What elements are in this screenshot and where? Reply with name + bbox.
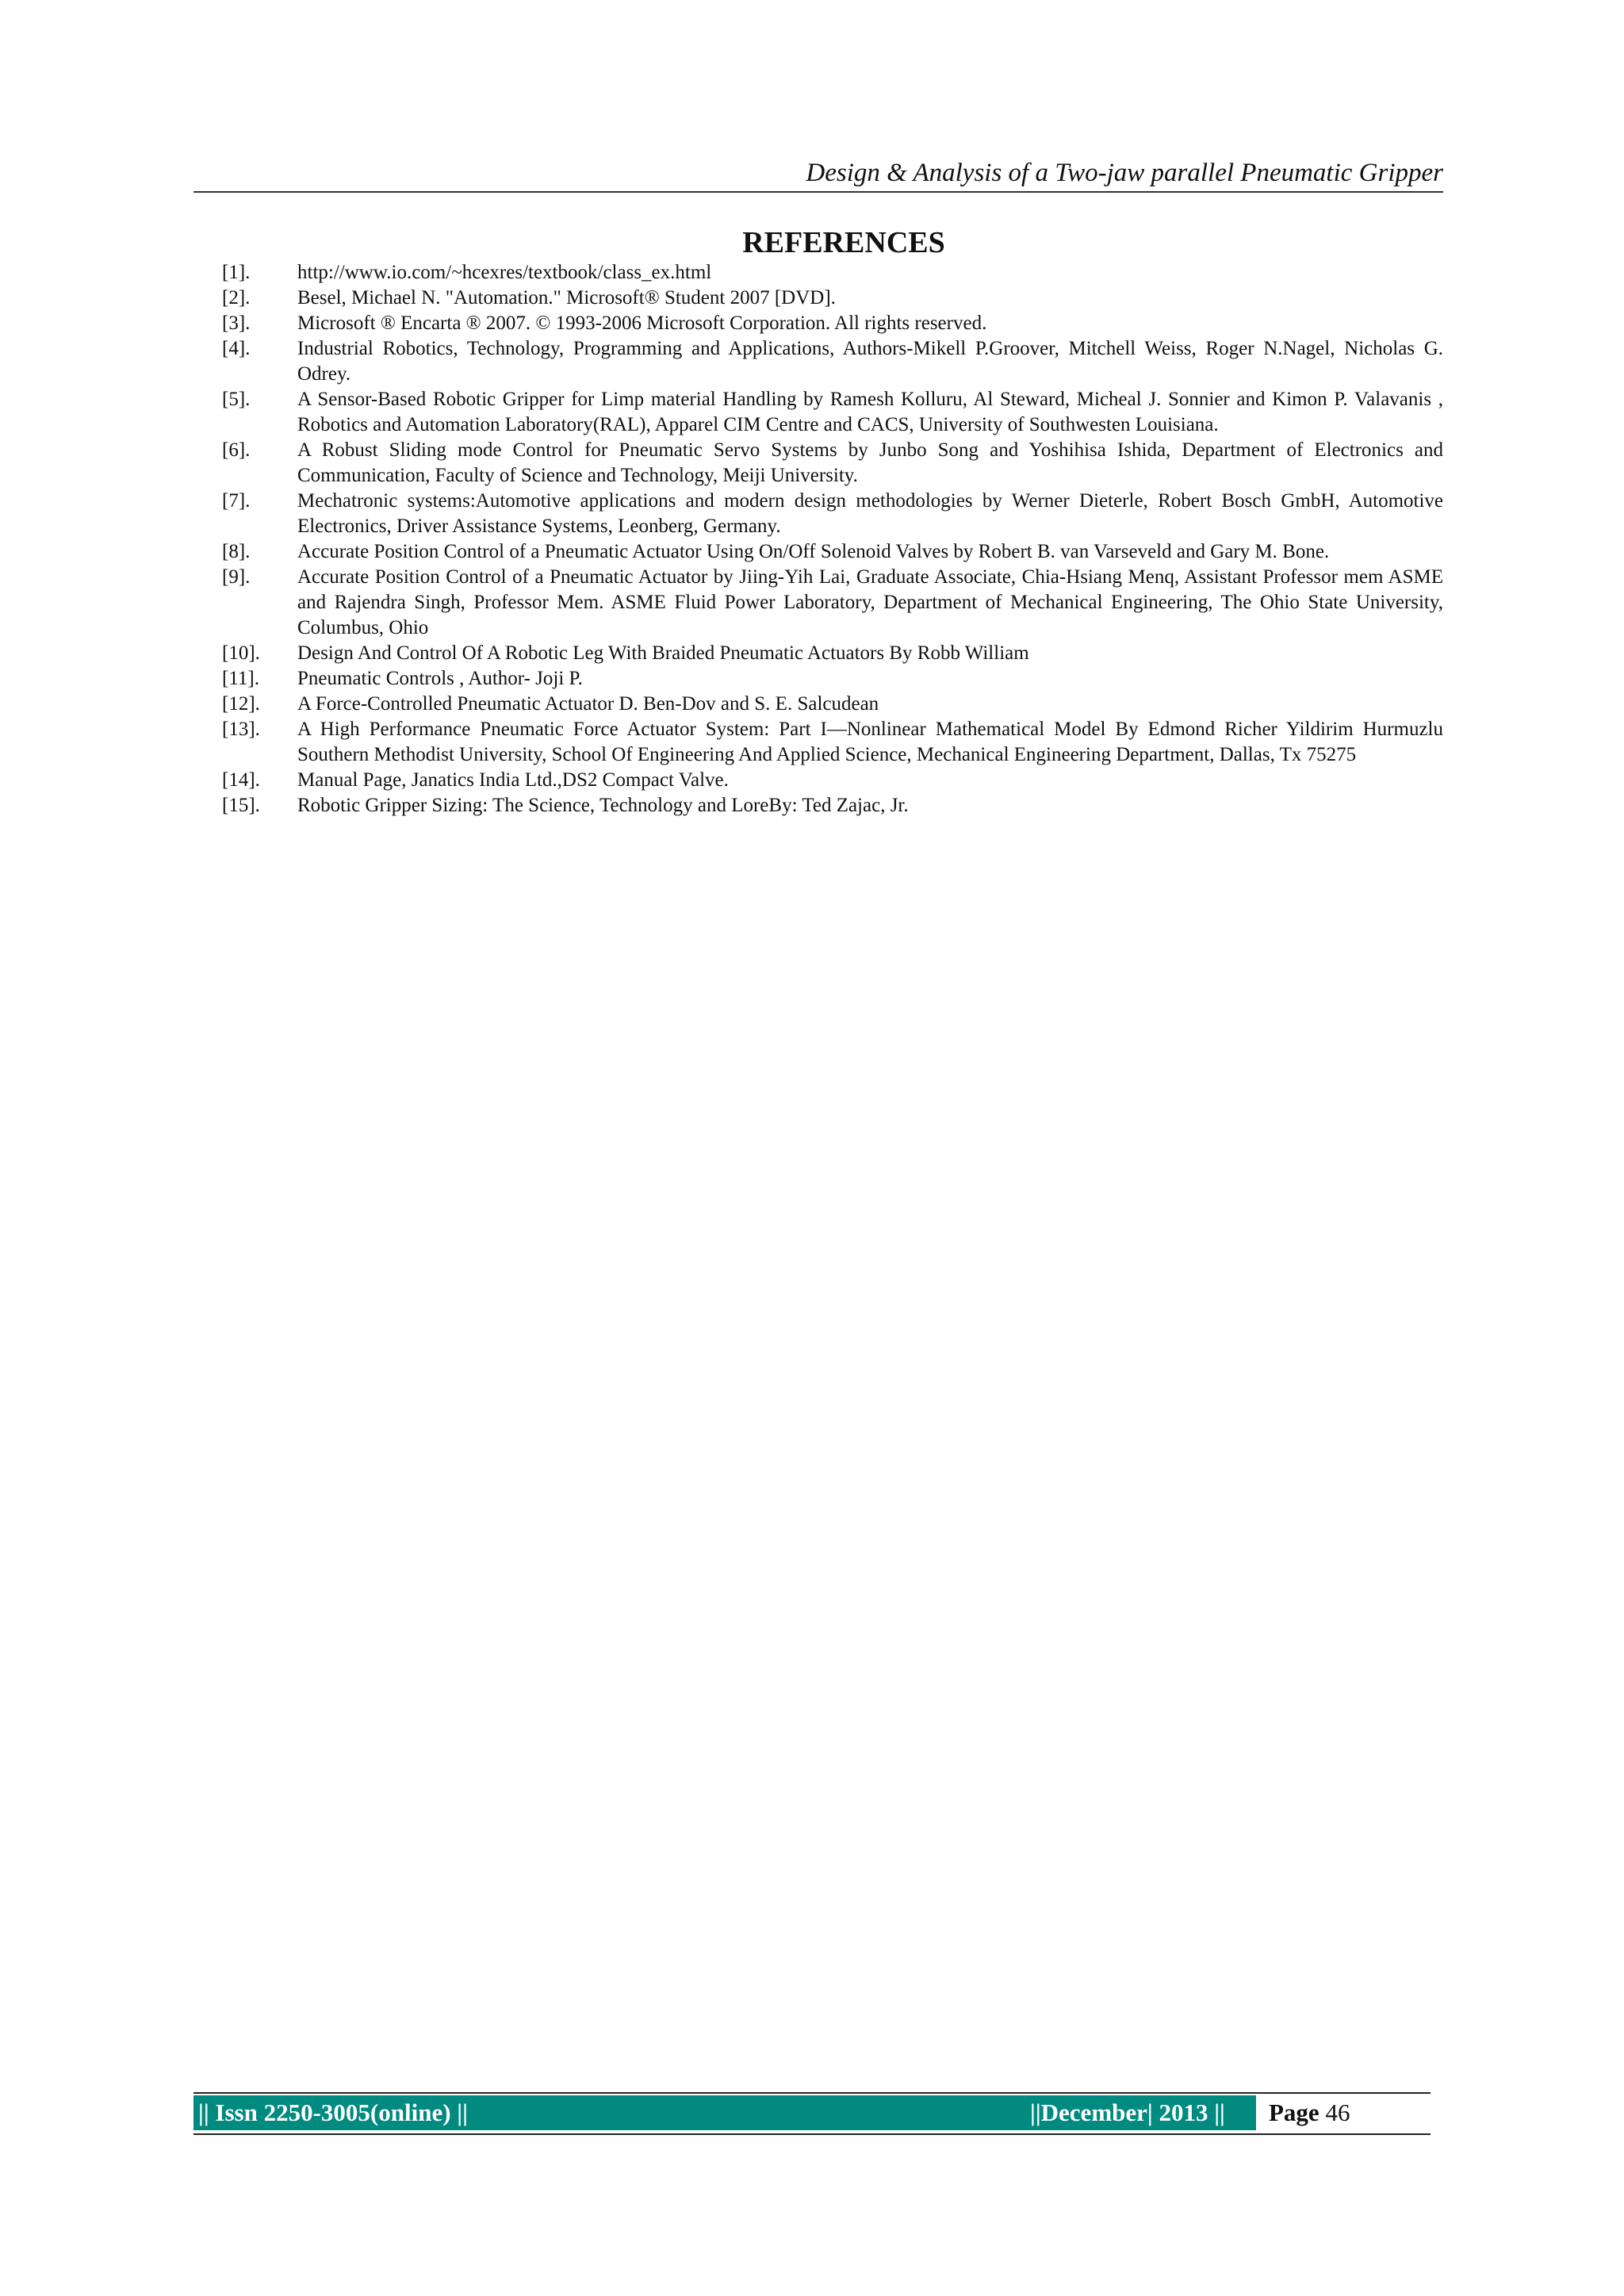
reference-text: Mechatronic systems:Automotive applications and modern design methodologies by Werner Dieterle, Robert Bosch GmbH, Automotive Electronics, Driver Assistance Systems, Leonberg, Germany. <box>297 490 1443 537</box>
reference-number: [13]. <box>222 719 260 740</box>
reference-text: Accurate Position Control of a Pneumatic Actuator by Jiing-Yih Lai, Graduate Associate, Chia-Hsiang Menq, Assistant Professor mem ASME and Rajendra Singh, Professor Mem. ASME Fluid Power Laboratory, Department of Mechanical Engineering, The Ohio State University, Columbus, Ohio <box>297 566 1443 638</box>
reference-item <box>222 387 1443 438</box>
reference-number: [8]. <box>222 541 251 562</box>
reference-item <box>222 489 1443 539</box>
reference-number: [5]. <box>222 389 251 410</box>
reference-text: Pneumatic Controls , Author- Joji P. <box>297 668 583 689</box>
reference-text: Besel, Michael N. "Automation." Microsoft® Student 2007 [DVD]. <box>297 287 836 309</box>
reference-text: A Sensor-Based Robotic Gripper for Limp material Handling by Ramesh Kolluru, Al Steward, Micheal J. Sonnier and Kimon P. Valavanis , Robotics and Automation Laboratory(RAL), Apparel CIM Centre and CACS, University of Southwesten Louisiana. <box>297 389 1443 435</box>
page-number: 46 <box>1325 2099 1350 2126</box>
reference-list <box>222 260 1443 818</box>
reference-number: [9]. <box>222 566 251 588</box>
reference-number: [1]. <box>222 262 251 283</box>
footer-divider-top <box>193 2092 1431 2094</box>
reference-text: Robotic Gripper Sizing: The Science, Technology and LoreBy: Ted Zajac, Jr. <box>297 795 909 816</box>
reference-item <box>222 641 1443 666</box>
reference-text: http://www.io.com/~hcexres/textbook/class_ex.html <box>297 262 712 283</box>
running-header-title: Design & Analysis of a Two-jaw parallel Pneumatic Gripper <box>806 159 1443 187</box>
reference-text: A High Performance Pneumatic Force Actuator System: Part I—Nonlinear Mathematical Model By Edmond Richer Yildirim Hurmuzlu Southern Methodist University, School Of Engineering And Applied Science, Mechanical Engineering Department, Dallas, Tx 75275 <box>297 719 1443 765</box>
reference-number: [6]. <box>222 439 251 461</box>
reference-item <box>222 793 1443 818</box>
reference-number: [4]. <box>222 338 251 359</box>
references-heading: REFERENCES <box>742 226 945 259</box>
reference-number: [14]. <box>222 769 260 791</box>
reference-number: [11]. <box>222 668 259 689</box>
reference-text: A Robust Sliding mode Control for Pneumatic Servo Systems by Junbo Song and Yoshihisa Ishida, Department of Electronics and Communication, Faculty of Science and Technology, Meiji University. <box>297 439 1443 486</box>
reference-item <box>222 260 1443 286</box>
page-footer <box>193 2095 1431 2130</box>
reference-item <box>222 311 1443 336</box>
reference-item <box>222 717 1443 768</box>
reference-text: Manual Page, Janatics India Ltd.,DS2 Compact Valve. <box>297 769 729 791</box>
reference-number: [12]. <box>222 693 260 715</box>
reference-text: Microsoft ® Encarta ® 2007. © 1993-2006 Microsoft Corporation. All rights reserved. <box>297 312 987 334</box>
footer-divider-bottom <box>193 2133 1431 2135</box>
reference-item <box>222 692 1443 717</box>
reference-item <box>222 539 1443 565</box>
reference-number: [10]. <box>222 642 260 664</box>
reference-item <box>222 768 1443 793</box>
header-divider <box>193 191 1443 193</box>
footer-issn: || Issn 2250-3005(online) || <box>193 2095 828 2130</box>
footer-page <box>1256 2095 1431 2130</box>
reference-item <box>222 565 1443 641</box>
reference-item <box>222 438 1443 489</box>
reference-number: [3]. <box>222 312 251 334</box>
reference-text: Accurate Position Control of a Pneumatic Actuator Using On/Off Solenoid Valves by Robert B. van Varseveld and Gary M. Bone. <box>297 541 1330 562</box>
reference-number: [7]. <box>222 490 251 512</box>
reference-item <box>222 666 1443 692</box>
footer-date: ||December| 2013 || <box>828 2095 1256 2130</box>
reference-item <box>222 336 1443 387</box>
reference-text: Design And Control Of A Robotic Leg With Braided Pneumatic Actuators By Robb William <box>297 642 1029 664</box>
reference-text: A Force-Controlled Pneumatic Actuator D. Ben-Dov and S. E. Salcudean <box>297 693 879 715</box>
page-label: Page <box>1269 2099 1320 2126</box>
reference-number: [2]. <box>222 287 251 309</box>
reference-item <box>222 286 1443 311</box>
reference-number: [15]. <box>222 795 260 816</box>
reference-text: Industrial Robotics, Technology, Programming and Applications, Authors-Mikell P.Groover, Mitchell Weiss, Roger N.Nagel, Nicholas G. Odrey. <box>297 338 1443 385</box>
